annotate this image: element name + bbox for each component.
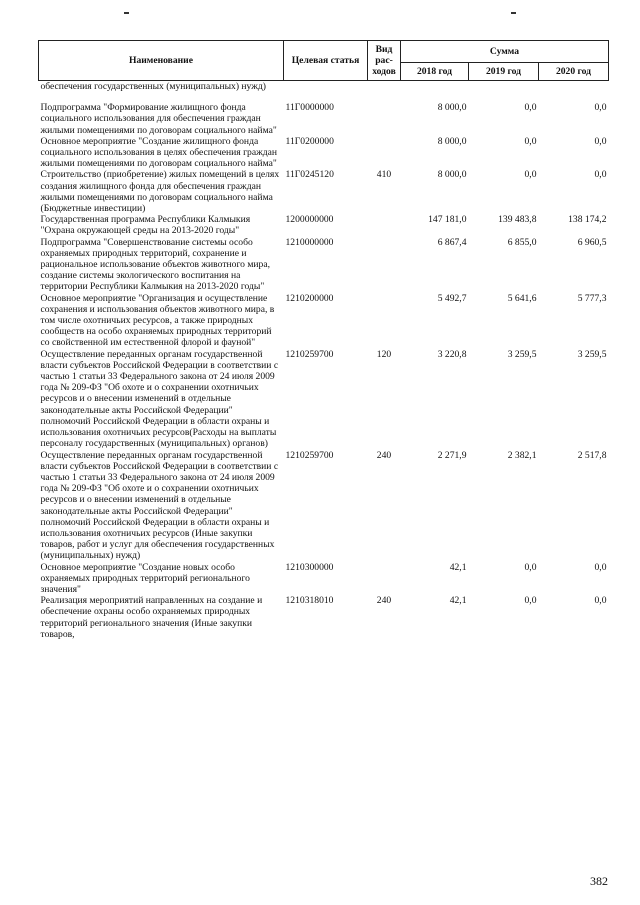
row-code: 1210259700 [285,449,334,461]
row-name: Осуществление переданных органам государственной власти субъектов Российской Федерации в соответствии с частью 1 статьи 33 Федерального закона от 24 июля 2009 года № 209-ФЗ "Об охоте и о сохранении охотничьих ресурсов и о внесении изменений в отдельные законодательные акты Российской Федерации" полномочий Российской Федерации в области охраны и использования охотничьих ресурсов (Иные закупки товаров, работ и услуг для обеспечения государственных (муниципальных) нужд) [40,449,279,562]
row-expense-type: 410 [376,169,392,181]
row-code: 1210259700 [285,348,334,360]
row-name: обеспечения государственных (муниципальных) нужд) [40,81,266,92]
row-2019: 5 641,6 [507,292,537,304]
row-expense-type [368,562,401,596]
row-2019: 0,0 [524,135,537,147]
row-code: 11Г0000000 [285,102,334,114]
row-2019: 2 382,1 [507,449,537,461]
row-2018: 8 000,0 [437,135,467,147]
row-2018 [401,81,469,93]
header-sum: Сумма [401,41,609,63]
table-row [39,136,609,170]
header-year-2018: 2018 год [401,63,469,81]
row-expense-type: 240 [376,449,392,461]
header-expense-type: Вид рас-ходов [368,41,401,81]
row-2018: 2 271,9 [437,449,467,461]
row-name: Государственная программа Республики Калмыкия "Охрана окружающей среды на 2013-2020 годы" [40,214,251,237]
row-code: 1210200000 [285,292,334,304]
row-2020 [539,81,609,93]
table-row [39,102,609,136]
row-expense-type [368,81,401,93]
table-row [39,81,609,93]
page-number: 382 [590,874,608,888]
row-2018: 147 181,0 [428,214,467,226]
row-2018: 5 492,7 [437,292,467,304]
row-expense-type: 120 [376,348,392,360]
scan-mark-right [511,12,516,14]
table-header [39,41,609,81]
row-2018: 8 000,0 [437,169,467,181]
table-row [39,169,609,214]
row-2019: 0,0 [524,169,537,181]
row-expense-type [368,102,401,136]
table-row [39,450,609,562]
row-2020: 0,0 [594,561,607,573]
row-2018: 42,1 [449,561,467,573]
row-2020: 0,0 [594,102,607,114]
table-row [39,595,609,640]
row-2020: 3 259,5 [577,348,607,360]
row-2019 [469,81,539,93]
row-2019: 0,0 [524,561,537,573]
table-row [39,237,609,293]
row-name: Основное мероприятие "Создание новых особо охраняемых природных территорий регионального значения" [40,561,250,595]
header-article: Целевая статья [284,41,368,81]
row-spacer [39,92,609,102]
scan-mark-left [124,12,129,14]
row-2019: 3 259,5 [507,348,537,360]
row-2020: 138 174,2 [568,214,607,226]
row-expense-type [368,237,401,293]
row-expense-type [368,136,401,170]
header-year-2020: 2020 год [539,63,609,81]
row-2019: 0,0 [524,595,537,607]
row-code: 1200000000 [285,214,334,226]
row-2020: 0,0 [594,595,607,607]
row-code: 1210300000 [285,561,334,573]
row-name: Основное мероприятие "Создание жилищного фонда социального использования в целях обеспечения граждан жилыми помещениями по договорам социального найма" [40,135,278,170]
row-code [284,81,368,93]
row-expense-type: 240 [376,595,392,607]
row-2018: 8 000,0 [437,102,467,114]
row-name: Осуществление переданных органам государственной власти субъектов Российской Федерации в соответствии с частью 1 статьи 33 Федерального закона от 24 июля 2009 года № 209-ФЗ "Об охоте и о сохранении охотничьих ресурсов и о внесении изменений в отдельные законодательные акты Российской Федерации" полномочий Российской Федерации в области охраны и использования охотничьих ресурсов(Расходы на выплаты персоналу государственных (муниципальных) органов) [40,348,279,450]
row-2020: 6 960,5 [577,236,607,248]
row-2019: 0,0 [524,102,537,114]
row-2020: 2 517,8 [577,449,607,461]
row-2018: 6 867,4 [437,236,467,248]
table-body [39,81,609,640]
row-2020: 0,0 [594,135,607,147]
header-name: Наименование [39,41,284,81]
row-name: Подпрограмма "Совершенствование системы особо охраняемых природных территорий, сохранение и рациональное использование объектов животного мира, создание системы экологического воспитания на территории Республики Калмыкия на 2013-2020 годы" [40,236,270,293]
budget-table [38,40,609,640]
row-name: Строительство (приобретение) жилых помещений в целях создания жилищного фонда для обеспечения граждан жилыми помещениями по договорам социального найма (Бюджетные инвестиции) [40,169,280,215]
row-2019: 6 855,0 [507,236,537,248]
row-name: Основное мероприятие "Организация и осуществление сохранения и использования объектов животного мира, в том числе охотничьих ресурсов, а также природных сообществ на особо охраняемых природных территорий со свойственной им естественной флорой и фауной" [40,292,275,349]
row-code: 1210000000 [285,236,334,248]
table-row [39,349,609,450]
row-name: Реализация мероприятий направленных на создание и обеспечение охраны особо охраняемых природных территорий регионального значения (Иные закупки товаров, [40,595,263,640]
header-year-2019: 2019 год [469,63,539,81]
row-code: 11Г0200000 [285,135,334,147]
row-2018: 3 220,8 [437,348,467,360]
row-2018: 42,1 [449,595,467,607]
table-row [39,214,609,236]
row-name: Подпрограмма "Формирование жилищного фонда социального использования для обеспечения граждан жилыми помещениями по договорам социального найма" [40,102,277,136]
row-code: 11Г0245120 [285,169,334,181]
table-row [39,293,609,349]
table-row [39,562,609,596]
row-2019: 139 483,8 [498,214,537,226]
row-expense-type [368,214,401,236]
row-expense-type [368,293,401,349]
row-2020: 0,0 [594,169,607,181]
row-2020: 5 777,3 [577,292,607,304]
row-code: 1210318010 [285,595,334,607]
